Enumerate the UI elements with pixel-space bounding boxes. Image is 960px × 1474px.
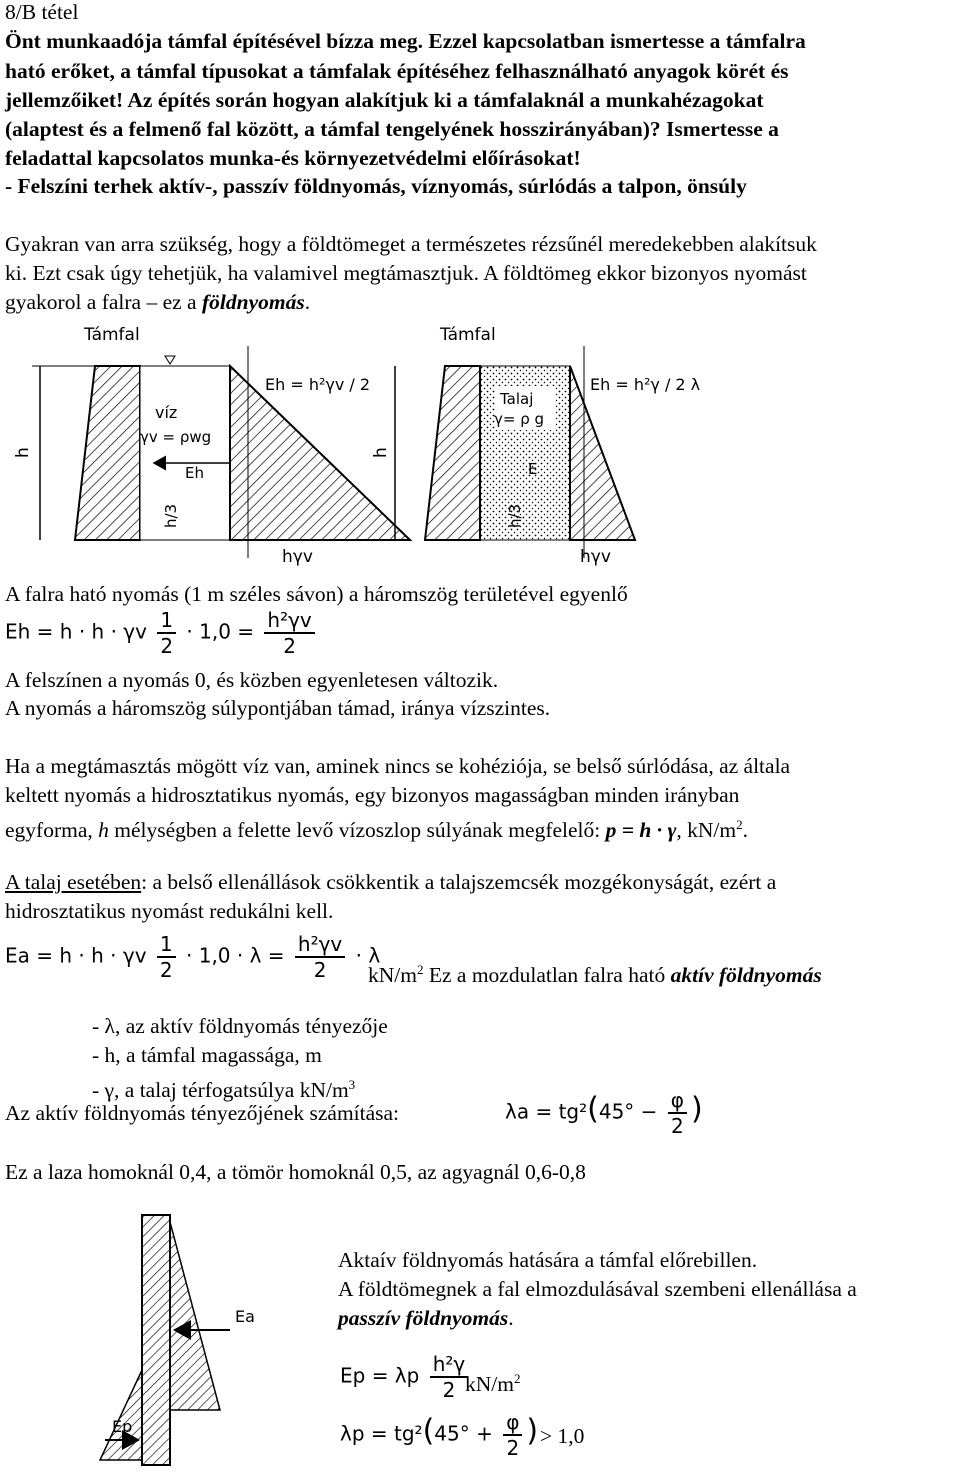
right-h-label: h <box>371 447 391 458</box>
lambda-a-formula: λa = tg²(45° − $\frac{\varphi}{2}$ ) <box>505 1088 703 1138</box>
talaj-label: Talaj <box>500 390 534 408</box>
left-h3-label: h/3 <box>162 503 180 528</box>
coef-note: Ez a laza homoknál 0,4, a tömör homoknál 0,5, az agyagnál 0,6-0,8 <box>5 1160 586 1184</box>
formula-left: Eh = h²γv / 2 <box>265 375 371 394</box>
ea-label: Ea <box>235 1307 255 1326</box>
ep-unit: $kN/m^2$ <box>465 1371 521 1397</box>
passive-line-2: A földtömegnek a fal elmozdulásával szembeni ellenállása a <box>338 1277 857 1301</box>
water-line-2: keltett nyomás a hidrosztatikus nyomás, egy bizonyos magasságban minden irányban <box>5 783 740 807</box>
soil-line-1: A talaj esetében: a belső ellenállások csökkentik a talajszemcsék mozgékonyságát, ezért a <box>5 870 777 894</box>
right-hgv-label: hγv <box>580 547 611 567</box>
coef-label: Az aktív földnyomás tényezőjének számítása: <box>5 1101 400 1125</box>
aktiv-description: $kN/m^2$ Ez a mozdulatlan falra ható aktív földnyomás <box>368 962 822 988</box>
list-item-gamma: - γ, a talaj térfogatsúlya $kN/m^3$ <box>92 1077 356 1103</box>
e-arrow-label: E <box>528 460 538 478</box>
gamma-v-label: γv = ρwg <box>140 428 212 446</box>
press-line-3: A nyomás a háromszög súlypontjában támad, iránya vízszintes. <box>5 696 551 720</box>
formula-right: Eh = h²γ / 2 λ <box>590 375 701 394</box>
task-line-1: Önt munkaadója támfal építésével bízza meg. Ezzel kapcsolatban ismertesse a támfalra <box>5 29 806 53</box>
left-tamfal-title: Támfal <box>84 325 140 345</box>
press-line-1: A falra ható nyomás (1 m széles sávon) a háromszög területével egyenlő <box>5 582 628 606</box>
list-item-h: - h, a támfal magassága, m <box>92 1043 322 1067</box>
ep-equation: Ep = λp $\frac{\text{h²γ}}{2}$ <box>340 1352 472 1402</box>
left-h-label: h <box>13 447 33 458</box>
task-line-4: (alaptest és a felmenő fal között, a támfal tengelyének hosszirányában)? Ismertesse a <box>5 117 779 141</box>
passive-line-3: passzív földnyomás. <box>338 1306 514 1330</box>
right-h3-label: h/3 <box>506 503 524 528</box>
task-line-5: feladattal kapcsolatos munka-és környezetvédelmi előírásokat! <box>5 146 581 170</box>
foldnyomas-term: földnyomás <box>201 290 305 314</box>
tetel-label: 8/B tétel <box>5 0 79 24</box>
viz-label: víz <box>155 403 178 422</box>
left-hgv-label: hγv <box>282 547 313 567</box>
task-line-3: jellemzőiket! Az építés során hogyan alakítjuk ki a támfalaknál a munkahézagokat <box>5 88 764 112</box>
right-tamfal-title: Támfal <box>440 325 496 345</box>
eh-equation: Eh = h · h · γv $\frac{1}{2}$ · 1,0 = $\frac{\text{h²γv}}{2}$ <box>5 608 319 658</box>
lambda-p-gt: > 1,0 <box>540 1424 585 1448</box>
ea-equation: Ea = h · h · γv $\frac{1}{2}$ · 1,0 · λ = $\frac{\text{h²γv}}{2}$ · λ <box>5 932 381 982</box>
water-line-3: egyforma, h mélységben a felette levő vízoszlop súlyának megfelelő: p = h · γ, $kN/m^2$. <box>5 817 748 843</box>
soil-line-2: hidrosztatikus nyomást redukálni kell. <box>5 899 334 923</box>
lambda-p-formula: λp = tg²(45° + $\frac{\varphi}{2}$ ) <box>340 1410 539 1460</box>
intro-line-1: Gyakran van arra szükség, hogy a földtömeget a természetes rézsűnél meredekebben alakítsuk <box>5 232 817 256</box>
passive-line-1: Aktaív földnyomás hatására a támfal előrebillen. <box>338 1248 758 1272</box>
list-item-lambda: - λ, az aktív földnyomás tényezője <box>92 1014 388 1038</box>
intro-line-2: ki. Ezt csak úgy tehetjük, ha valamivel megtámasztjuk. A földtömeg ekkor bizonyos nyomást <box>5 261 807 285</box>
figure-active-passive-wall <box>90 1210 320 1472</box>
press-line-2: A felszínen a nyomás 0, és közben egyenletesen változik. <box>5 668 499 692</box>
figure-retaining-wall-pressure <box>0 318 960 578</box>
eh-arrow-label: Eh <box>185 464 204 482</box>
ep-label: Ep <box>112 1417 133 1436</box>
water-line-1: Ha a megtámasztás mögött víz van, aminek nincs se kohéziója, se belső súrlódása, az általa <box>5 754 791 778</box>
task-line-2: ható erőket, a támfal típusokat a támfalak építéséhez felhasználható anyagok körét és <box>5 59 789 83</box>
gamma-label: γ= ρ g <box>494 410 545 428</box>
task-line-6: - Felszíni terhek aktív-, passzív földnyomás, víznyomás, súrlódás a talpon, önsúly <box>5 174 747 198</box>
intro-line-3: gyakorol a falra – ez a földnyomás. <box>5 290 311 314</box>
